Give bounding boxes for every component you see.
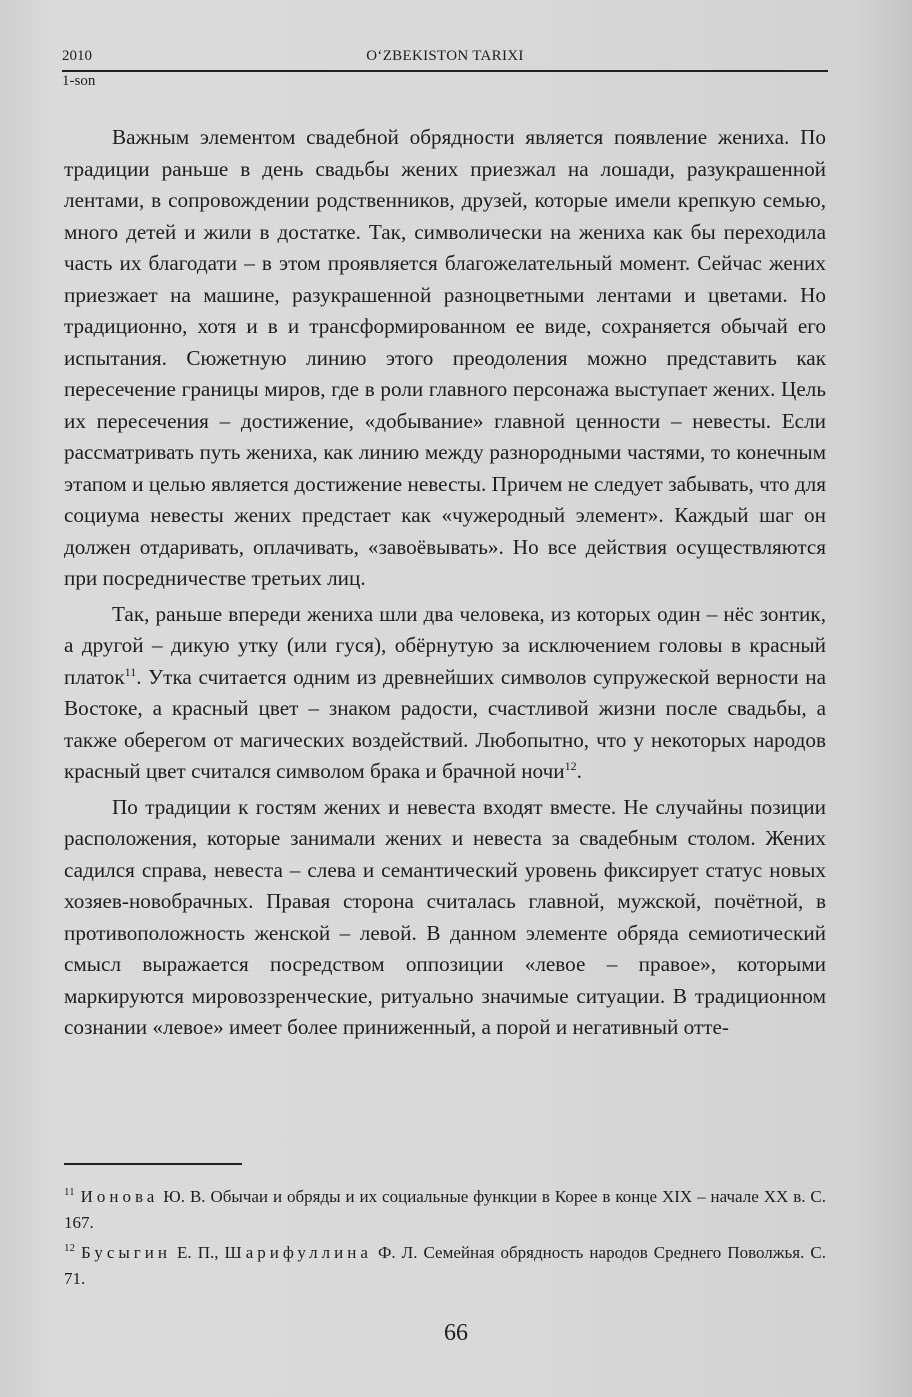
footnote-text: Ф. Л. Семейная обрядность народов Среднего Поволжья. С. 71. — [64, 1243, 826, 1288]
footnote-ref: 11 — [124, 664, 137, 679]
header-issue: 1-son — [62, 73, 96, 89]
footnote-number: 12 — [64, 1242, 75, 1255]
paragraph-text: . Утка считается одним из древнейших символов супружеской верности на Востоке, а красный цвет – знаком радости, счастливой жизни после свадьбы, а также оберегом от магических воздействий. Любопытно, что у некоторых народов красный цвет считался символом брака и брачной ночи — [64, 664, 826, 783]
header-journal-title: O‘ZBEKISTON TARIXI — [366, 48, 524, 64]
footnote-author: Ионова — [80, 1187, 159, 1206]
page-number: 66 — [444, 1320, 468, 1346]
paragraph-text: Так, раньше впереди жениха шли два человека, из которых один – нёс зонтик, а другой – дикую утку (или гуся), обёрнутую за исключением головы в красный платок — [64, 601, 826, 689]
footnotes — [64, 1184, 826, 1296]
footnote-author: Бусыгин — [81, 1243, 171, 1262]
footnote — [64, 1240, 826, 1292]
footnote-author: Шарифуллина — [224, 1243, 372, 1262]
paragraph — [64, 599, 826, 788]
paragraph: Важным элементом свадебной обрядности является появление жениха. По традиции раньше в день свадьбы жених приезжал на лошади, разукрашенной лентами, в сопровождении родственников, друзей, которые имели крепкую семью, много детей и жили в достатке. Так, символически на жениха как бы переходила часть их благодати – в этом проявляется благожелательный момент. Сейчас жених приезжает на машине, разукрашенной разноцветными лентами и цветами. Но традиционно, хотя и в и трансформированном ее виде, сохраняется обычай его испытания. Сюжетную линию этого преодоления можно представить как пересечение границы миров, где в роли главного персонажа выступает жених. Цель их пересечения – достижение, «добывание» главной ценности – невесты. Если рассматривать путь жениха, как линию между разнородными частями, то конечным этапом и целью является достижение невесты. Причем не следует забывать, что для социума невесты жених предстает как «чужеродный элемент». Каждый шаг он должен отдаривать, оплачивать, «завоёвывать». Но все действия осуществляются при посредничестве третьих лиц. — [64, 125, 826, 590]
running-header — [62, 48, 828, 72]
footnote-text: Е. П., — [177, 1243, 219, 1262]
footnote-number: 11 — [64, 1186, 75, 1199]
paragraph: По традиции к гостям жених и невеста входят вместе. Не случайны позиции расположения, которые занимали жених и невеста за свадебным столом. Жених садился справа, невеста – слева и семантический уровень фиксирует статус новых хозяев-новобрачных. Правая сторона считалась главной, мужской, почётной, в противоположность женской – левой. В данном элементе обряда семиотический смысл выражается посредством оппозиции «левое – правое», которыми маркируются мировоззренческие, ритуально значимые ситуации. В традиционном сознании «левое» имеет более приниженный, а порой и негативный отте- — [64, 794, 826, 1039]
footnote-text: Ю. В. Обычаи и обряды и их социальные функции в Корее в конце XIX – начале XX в. С. 167. — [64, 1187, 827, 1232]
footnote-separator — [64, 1163, 242, 1165]
article-body — [64, 122, 826, 1044]
paragraph-text: . — [576, 759, 582, 783]
footnote-ref: 12 — [564, 758, 577, 773]
footnote — [64, 1184, 826, 1236]
header-year: 2010 — [62, 48, 92, 64]
